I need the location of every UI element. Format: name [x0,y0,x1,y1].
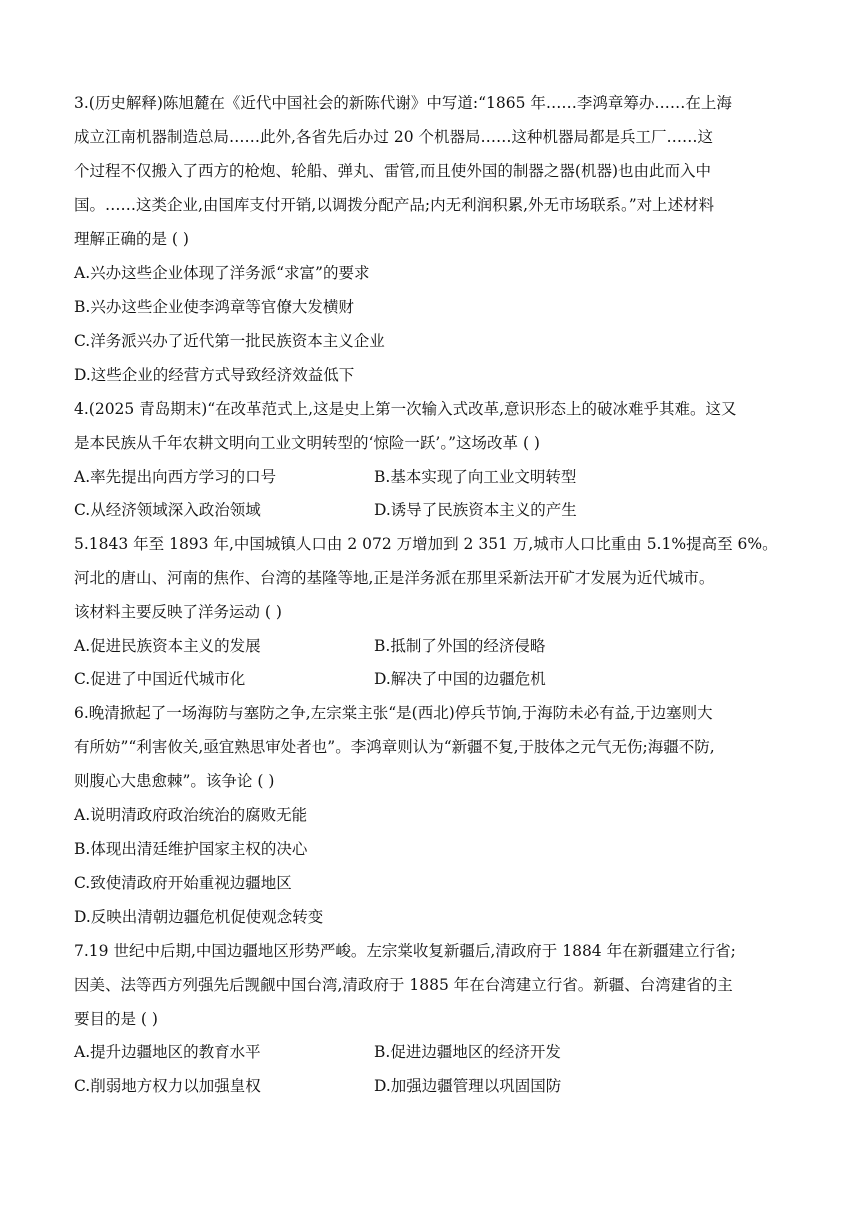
question-5-option-a: A.促进民族资本主义的发展 [74,637,261,655]
question-7-option-c: C.削弱地方权力以加强皇权 [74,1077,261,1095]
question-4-stem-line-2: 是本民族从千年农耕文明向工业文明转型的‘惊险一跃’。”这场改革 ( ) [74,434,540,452]
question-3-stem-line-3: 个过程不仅搬入了西方的枪炮、轮船、弹丸、雷管,而且使外国的制器之器(机器)也由此而入中 [74,162,712,180]
question-5-stem-line-3: 该材料主要反映了洋务运动 ( ) [74,603,282,621]
question-4-option-row-cd [74,500,794,520]
question-4-option-row-ab [74,467,794,487]
question-3-option-c: C.洋务派兴办了近代第一批民族资本主义企业 [74,332,385,350]
question-4-option-a: A.率先提出向西方学习的口号 [74,468,277,486]
question-3-stem-line-4: 国。……这类企业,由国库支付开销,以调拨分配产品;内无利润积累,外无市场联系。”对上述材料 [74,196,715,214]
question-5-option-d: D.解决了中国的边疆危机 [374,670,546,688]
question-7-stem-line-3: 要目的是 ( ) [74,1010,158,1028]
question-5-option-row-ab [74,636,794,656]
question-6-stem-line-2: 有所妨”“利害攸关,亟宜熟思审处者也”。李鸿章则认为“新疆不复,于肢体之元气无伤;海疆不防, [74,738,715,756]
question-5-stem-line-1: 5.1843 年至 1893 年,中国城镇人口由 2 072 万增加到 2 351 万,城市人口比重由 5.1%提高至 6%。 [74,535,778,553]
question-7-stem-line-1: 7.19 世纪中后期,中国边疆地区形势严峻。左宗棠收复新疆后,清政府于 1884 年在新疆建立行省; [74,942,736,960]
question-6-option-d: D.反映出清朝边疆危机促使观念转变 [74,908,324,926]
question-4-option-d: D.诱导了民族资本主义的产生 [374,501,577,519]
question-3-stem-line-2: 成立江南机器制造总局……此外,各省先后办过 20 个机器局……这种机器局都是兵工厂……这 [74,128,714,146]
question-3-stem-line-5: 理解正确的是 ( ) [74,230,189,248]
question-7-option-a: A.提升边疆地区的教育水平 [74,1043,261,1061]
question-7-option-row-cd [74,1076,794,1096]
question-4-option-b: B.基本实现了向工业文明转型 [374,468,577,486]
question-4-stem-line-1: 4.(2025 青岛期末)“在改革范式上,这是史上第一次输入式改革,意识形态上的破冰难乎其难。这又 [74,400,737,418]
question-6-option-c: C.致使清政府开始重视边疆地区 [74,874,292,892]
question-5-option-row-cd [74,669,794,689]
question-6-stem-line-1: 6.晚清掀起了一场海防与塞防之争,左宗棠主张“是(西北)停兵节饷,于海防未必有益,于边塞则大 [74,704,713,722]
question-6-option-a: A.说明清政府政治统治的腐败无能 [74,806,308,824]
question-3-option-d: D.这些企业的经营方式导致经济效益低下 [74,366,355,384]
question-3-option-a: A.兴办这些企业体现了洋务派“求富”的要求 [74,264,370,282]
question-7-option-b: B.促进边疆地区的经济开发 [374,1043,561,1061]
question-5-stem-line-2: 河北的唐山、河南的焦作、台湾的基隆等地,正是洋务派在那里采新法开矿才发展为近代城市。 [74,569,715,587]
question-3-stem-line-1: 3.(历史解释)陈旭麓在《近代中国社会的新陈代谢》中写道:“1865 年……李鸿章筹办……在上海 [74,94,732,112]
question-5-option-c: C.促进了中国近代城市化 [74,670,246,688]
question-7-option-row-ab [74,1042,794,1062]
question-6-option-b: B.体现出清廷维护国家主权的决心 [74,840,308,858]
question-7-option-d: D.加强边疆管理以巩固国防 [374,1077,562,1095]
question-3-option-b: B.兴办这些企业使李鸿章等官僚大发横财 [74,298,354,316]
question-5-option-b: B.抵制了外国的经济侵略 [374,637,546,655]
question-4-option-c: C.从经济领域深入政治领域 [74,501,261,519]
question-7-stem-line-2: 因美、法等西方列强先后觊觎中国台湾,清政府于 1885 年在台湾建立行省。新疆、台湾建省的主 [74,976,733,994]
question-6-stem-line-3: 则腹心大患愈棘”。该争论 ( ) [74,772,275,790]
